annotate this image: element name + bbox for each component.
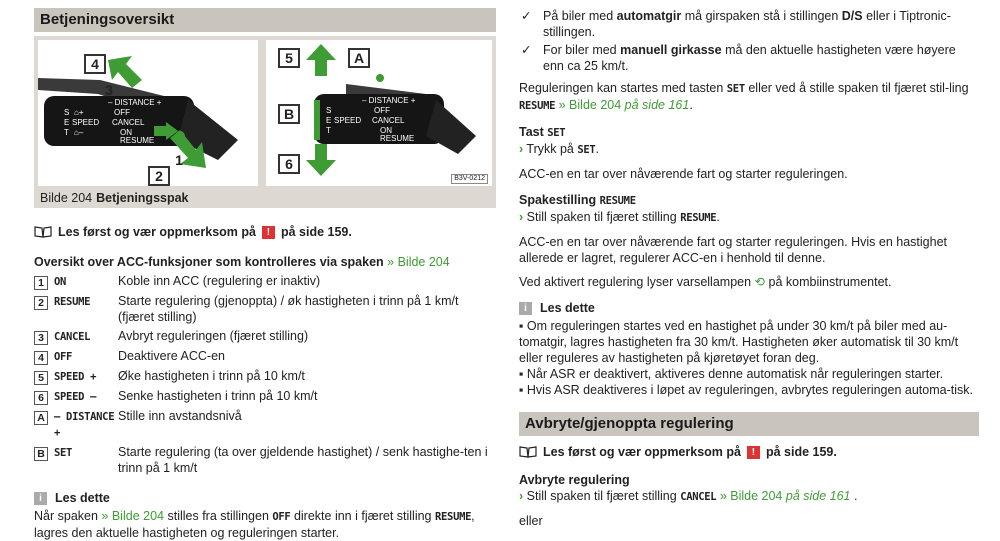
section-title: Betjeningsoversikt	[34, 8, 496, 32]
figure-label-2: 2	[148, 166, 170, 186]
notice-line: Les først og vær oppmerksom på ! på side 159.	[34, 224, 496, 240]
avbryte-heading: Avbryte regulering	[519, 473, 630, 487]
figure-label-b: B	[278, 104, 300, 124]
lamp-paragraph: Ved aktivert regulering lyser varsellampen ⟲ på kombiinstrumentet.	[519, 275, 892, 289]
left-column	[34, 8, 496, 541]
check-item: ✓ På biler med automatgir må girspaken stå i stillingen D/S eller i Tiptronic-stillingen.	[521, 9, 951, 39]
figure-label-1: 1	[175, 152, 183, 168]
function-row: B SET Starte regulering (ta over gjeldende hastighet) / senk hastighe-ten i trinn på 1 km/t	[34, 444, 496, 476]
tast-result: ACC-en en tar over nåværende fart og starter reguleringen.	[519, 167, 848, 181]
avbryte-step: › Still spaken til fjæret stilling CANCEL » Bilde 204 på side 161 .	[519, 489, 858, 503]
figure-caption: Bilde 204 Betjeningsspak	[40, 191, 189, 205]
figure-204	[34, 36, 496, 208]
lever-text-right: – DISTANCE + S E T SPEED OFF CANCEL ON RESUME	[326, 96, 416, 143]
function-row: 3 CANCEL Avbryt reguleringen (fjæret stilling)	[34, 328, 496, 345]
figure-link[interactable]: » Bilde 204	[719, 489, 783, 503]
function-row: 1 ON Koble inn ACC (regulering er inaktiv)	[34, 273, 496, 290]
lever-text-left: – DISTANCE + S E T ⌂+ SPEED ⌂– OFF CANCEL ON RESUME	[64, 98, 162, 145]
list-item: ▪ Om reguleringen startes ved en hastighet på under 30 km/t på biler med au-tomatgir, lagres hastigheten fra 30 km/t. Hastigheten øker automatisk til 30 km/t eller reguleres av hastigheten på kjøretøyet foran deg.	[519, 319, 959, 365]
tast-heading: Tast SET	[519, 125, 566, 139]
check-item: ✓ For biler med manuell girkasse må den aktuelle hastigheten være høyere enn ca 25 km/t.	[521, 43, 956, 73]
page-link[interactable]: på side 161	[785, 489, 851, 503]
function-row: 2 RESUME Starte regulering (gjenoppta) / øk hastigheten i trinn på 1 km/t (fjæret stilling)	[34, 293, 496, 325]
book-icon	[34, 226, 52, 238]
function-row: 4 OFF Deaktivere ACC-en	[34, 348, 496, 365]
notice-line: Les først og vær oppmerksom på ! på side 159.	[519, 444, 979, 460]
list-item: ▪ Når ASR er deaktivert, aktiveres denne automatisk når reguleringen starter.	[519, 367, 944, 381]
cruise-lamp-icon: ⟲	[754, 275, 766, 289]
figure-panel-right	[266, 40, 492, 186]
figure-label-a: A	[348, 48, 370, 68]
spake-step: › Still spaken til fjæret stilling RESUME.	[519, 210, 720, 224]
page-link[interactable]: på side 161	[624, 98, 690, 112]
section-title: Avbryte/gjenoppta regulering	[519, 412, 979, 436]
figure-label-4: 4	[84, 54, 106, 74]
arrow-up-icon	[306, 44, 336, 76]
book-icon	[519, 446, 537, 458]
note-heading: i Les dette	[34, 490, 496, 506]
start-paragraph: Reguleringen kan startes med tasten SET eller ved å stille spaken til fjæret stil-ling RESUME » Bilde 204 på side 161.	[519, 81, 969, 112]
tast-step: › Trykk på SET.	[519, 142, 599, 156]
figure-label-3: 3	[105, 82, 113, 98]
info-icon: i	[34, 492, 47, 505]
overview-title: Oversikt over ACC-funksjoner som kontrolleres via spaken » Bilde 204	[34, 255, 450, 269]
note-heading: i Les dette	[519, 300, 979, 316]
figure-link[interactable]: » Bilde 204	[558, 98, 622, 112]
list-item: ▪ Hvis ASR deaktiveres i løpet av reguleringen, avbrytes reguleringen automa-tisk.	[519, 383, 973, 397]
function-row: A – DISTANCE + Stille inn avstandsnivå	[34, 408, 496, 441]
figure-label-5: 5	[278, 48, 300, 68]
figure-label-6: 6	[278, 154, 300, 174]
arrow-down-icon	[306, 144, 336, 176]
warning-icon: !	[262, 226, 275, 239]
figure-link[interactable]: » Bilde 204	[101, 509, 164, 523]
function-list	[34, 273, 496, 476]
figure-code: B3V-0212	[451, 174, 488, 184]
figure-panel-left	[38, 40, 258, 186]
right-column	[519, 8, 979, 529]
eller-text: eller	[519, 514, 543, 528]
function-row: 6 SPEED – Senke hastigheten i trinn på 10 km/t	[34, 388, 496, 405]
spake-heading: Spakestilling RESUME	[519, 193, 636, 207]
info-icon: i	[519, 302, 532, 315]
function-row: 5 SPEED + Øke hastigheten i trinn på 10 km/t	[34, 368, 496, 385]
check-icon: ✓	[521, 9, 532, 23]
note-text: Når spaken » Bilde 204 stilles fra stillingen OFF direkte inn i fjæret stilling RESUME, lagres den aktuelle hastigheten og reguleringen starter.	[34, 509, 475, 540]
figure-link[interactable]: » Bilde 204	[387, 255, 450, 269]
spake-result: ACC-en en tar over nåværende fart og starter reguleringen. Hvis en hastighet allerede er lagret, regulerer ACC-en i henhold til denne.	[519, 235, 948, 265]
warning-icon: !	[747, 446, 760, 459]
note-list	[519, 318, 979, 398]
check-icon: ✓	[521, 43, 532, 57]
